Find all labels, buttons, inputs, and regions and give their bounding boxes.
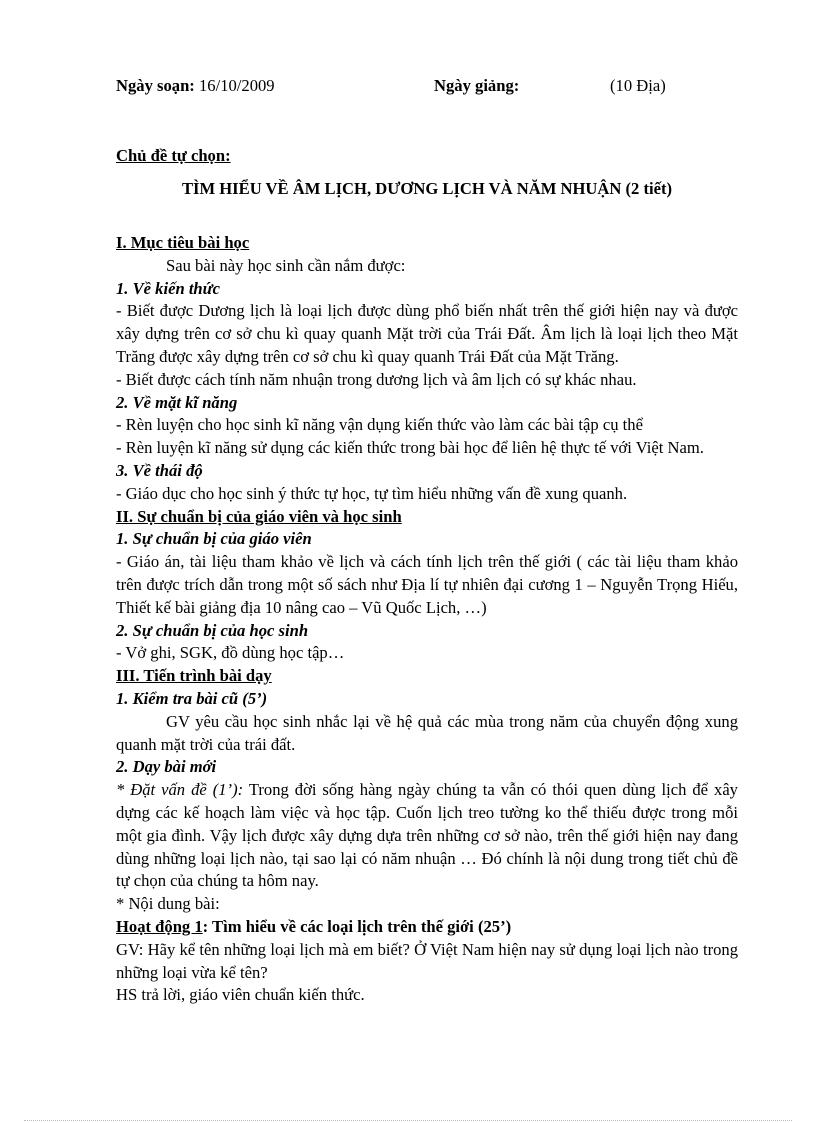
activity-1-heading [116,916,738,939]
problem-statement [116,779,738,893]
ngay-soan-label: Ngày soạn: [116,76,195,95]
topic-label: Chủ đề tự chọn: [116,146,231,165]
attitude-heading: 3. Về thái độ [116,460,203,480]
class-label: (10 Địa) [610,76,666,95]
knowledge-paragraph-2: - Biết được cách tính năm nhuận trong dương lịch và âm lịch có sự khác nhau. [116,369,637,389]
section-2-heading: II. Sự chuẩn bị của giáo viên và học sinh [116,506,402,526]
problem-statement-label: * Đặt vấn đề (1’): [116,780,244,800]
page-title: TÌM HIỂU VỀ ÂM LỊCH, DƯƠNG LỊCH VÀ NĂM NHUẬN (2 tiết) [181,179,673,198]
knowledge-paragraph-1: - Biết được Dương lịch là loại lịch được dùng phổ biến nhất trên thế giới hiện nay và được xây dựng trên cơ sở chu kì quay quanh Mặt trời của Trái Đất. Âm lịch là loại lịch theo Mặt Trăng được xây dựng trên cơ sở chu kì quay quanh Trái Đất của Mặt Trăng. [116,301,738,366]
student-prep-heading: 2. Sự chuẩn bị của học sinh [116,620,309,640]
teacher-question: GV: Hãy kể tên những loại lịch mà em biết? Ở Việt Nam hiện nay sử dụng loại lịch nào trong những loại vừa kể tên? [116,939,738,982]
review-heading: 1. Kiểm tra bài cũ (5’) [116,688,268,708]
student-prep-paragraph: - Vở ghi, SGK, đồ dùng học tập… [116,643,345,663]
ngay-giang-label: Ngày giảng: [434,76,520,95]
section-3-heading: III. Tiến trình bài dạy [116,666,272,686]
section-1 [116,232,738,1007]
activity-1-label: Hoạt động 1 [116,916,203,936]
section-1-intro: Sau bài này học sinh cần nắm được: [166,255,406,275]
student-answer: HS trả lời, giáo viên chuẩn kiến thức. [116,985,365,1005]
skills-heading: 2. Về mặt kĩ năng [116,392,238,412]
ngay-soan [116,76,275,96]
section-1-heading: I. Mục tiêu bài học [116,233,250,252]
teacher-prep-heading: 1. Sự chuẩn bị của giáo viên [116,529,312,549]
attitude-paragraph: - Giáo dục cho học sinh ý thức tự học, tự tìm hiểu những vấn đề xung quanh. [116,483,628,503]
footer-divider [24,1120,792,1121]
header-row [116,76,738,100]
activity-1-title: : Tìm hiểu về các loại lịch trên thế giới (25’) [202,916,512,936]
review-paragraph: GV yêu cầu học sinh nhắc lại về hệ quả các mùa trong năm của chuyển động xung quanh mặt trời của trái đất. [116,711,738,754]
skills-paragraph-1: - Rèn luyện cho học sinh kĩ năng vận dụng kiến thức vào làm các bài tập cụ thể [116,415,643,435]
ngay-soan-value: 16/10/2009 [199,76,275,95]
teacher-prep-paragraph: - Giáo án, tài liệu tham khảo về lịch và cách tính lịch trên thế giới ( các tài liệu tham khảo trên được trích dẫn trong một số sách như Địa lí tự nhiên đại cương 1 – Nguyễn Trọng Hiếu, Thiết kế bài giảng địa 10 nâng cao – Vũ Quốc Lịch, …) [116,552,738,617]
problem-statement-text: Trong đời sống hàng ngày chúng ta vẫn có thói quen dùng lịch để xây dựng các kế hoạch làm việc và học tập. Cuốn lịch treo tường ko thể thiếu được trong mỗi một gia đình. Vậy lịch được xây dựng dựa trên những cơ sở nào, trên thế giới hiện nay đang dùng những loại lịch nào, tại sao lại có năm nhuận … Đó chính là nội dung trong tiết chủ đề tự chọn của chúng ta hôm nay. [116,780,738,891]
knowledge-heading: 1. Về kiến thức [116,278,220,298]
skills-paragraph-2: - Rèn luyện kĩ năng sử dụng các kiến thức trong bài học để liên hệ thực tế với Việt Nam. [116,438,704,458]
content-label: * Nội dung bài: [116,894,220,914]
new-lesson-heading: 2. Dạy bài mới [116,757,217,777]
